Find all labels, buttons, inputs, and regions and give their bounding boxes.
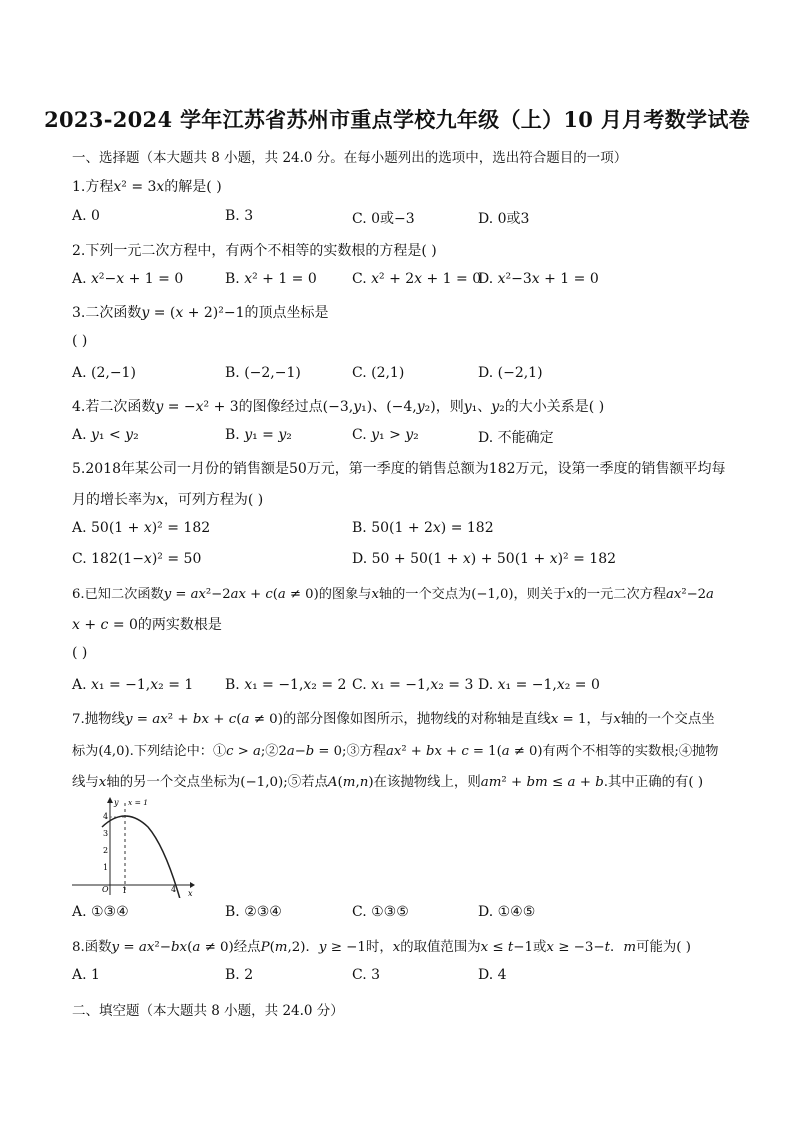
q2-option-c: C. 𝑥² + 2𝑥 + 1 = 0 [352,271,482,287]
q5-option-b: B. 50(1 + 2𝑥) = 182 [352,520,494,536]
question-7-stem-line1: 7.抛物线𝑦 = 𝑎𝑥² + 𝑏𝑥 + 𝑐(𝑎 ≠ 0)的部分图像如图所示，抛物线的对称轴是直线𝑥 = 1，与𝑥轴的一个交点坐 [72,712,715,727]
question-3-paren: ( ) [72,333,88,349]
question-6-stem-line2: 𝑥 + 𝑐 = 0的两实数根是 [72,617,222,633]
x-axis-arrow-icon [190,882,195,888]
q2-option-a: A. 𝑥²−𝑥 + 1 = 0 [72,271,184,287]
q2-option-b: B. 𝑥² + 1 = 0 [225,271,317,287]
q3-option-b: B. (−2,−1) [225,365,301,381]
q5-option-d: D. 50 + 50(1 + 𝑥) + 50(1 + 𝑥)² = 182 [352,551,617,567]
y-tick-3: 3 [103,829,109,838]
question-6-paren: ( ) [72,645,88,661]
question-3-stem: 3.二次函数𝑦 = (𝑥 + 2)²−1的顶点坐标是 [72,305,329,321]
question-7-stem-line3: 线与𝑥轴的另一个交点坐标为(−1,0);⑤若点𝐴(𝑚,𝑛)在该抛物线上，则𝑎𝑚² + 𝑏𝑚 ≤ 𝑎 + 𝑏.其中正确的有( ) [72,775,704,790]
question-4-stem: 4.若二次函数𝑦 = −𝑥² + 3的图像经过点(−3,𝑦₁)、(−4,𝑦₂)，则𝑦₁、𝑦₂的大小关系是( ) [72,399,605,415]
q8-option-b: B. 2 [225,967,254,983]
section-heading-choice: 一、选择题（本大题共 8 小题，共 24.0 分。在每小题列出的选项中，选出符合题目的一项） [72,150,628,166]
parabola-curve [102,816,180,898]
q7-option-b: B. ②③④ [225,904,282,920]
q7-option-d: D. ①④⑤ [478,904,536,920]
q1-option-d: D. 0或3 [478,211,530,227]
q6-option-c: C. 𝑥₁ = −1,𝑥₂ = 3 [352,677,474,693]
q1-option-a: A. 0 [72,208,100,224]
q4-option-b: B. 𝑦₁ = 𝑦₂ [225,427,292,443]
x-tick-4: 4 [171,885,177,894]
q4-option-a: A. 𝑦₁ < 𝑦₂ [72,427,139,443]
q6-option-d: D. 𝑥₁ = −1,𝑥₂ = 0 [478,677,600,693]
x-axis-label: x [188,889,193,898]
y-tick-1: 1 [103,863,109,872]
q6-option-b: B. 𝑥₁ = −1,𝑥₂ = 2 [225,677,347,693]
question-7-stem-line2: 标为(4,0).下列结论中：①𝑐 > 𝑎;②2𝑎−𝑏 = 0;③方程𝑎𝑥² + 𝑏𝑥 + 𝑐 = 1(𝑎 ≠ 0)有两个不相等的实数根;④抛物 [72,744,719,759]
question-2-stem: 2.下列一元二次方程中，有两个不相等的实数根的方程是( ) [72,243,437,259]
q4-option-c: C. 𝑦₁ > 𝑦₂ [352,427,419,443]
question-1-stem: 1.方程𝑥² = 3𝑥的解是( ) [72,179,222,195]
q3-option-d: D. (−2,1) [478,365,543,381]
q3-option-c: C. (2,1) [352,365,405,381]
page-title: 2023-2024 学年江苏省苏州市重点学校九年级（上）10 月月考数学试卷 [44,107,750,132]
q3-option-a: A. (2,−1) [72,365,136,381]
question-6-stem-line1: 6.已知二次函数𝑦 = 𝑎𝑥²−2𝑎𝑥 + 𝑐(𝑎 ≠ 0)的图象与𝑥轴的一个交点为(−1,0)，则关于𝑥的一元二次方程𝑎𝑥²−2𝑎 [72,587,714,602]
q8-option-c: C. 3 [352,967,381,983]
q5-option-a: A. 50(1 + 𝑥)² = 182 [72,520,211,536]
question-5-stem-line2: 月的增长率为𝑥，可列方程为( ) [72,492,264,508]
section-heading-fill-in: 二、填空题（本大题共 8 小题，共 24.0 分） [72,1003,344,1019]
y-tick-4: 4 [103,812,109,821]
question-8-stem: 8.函数𝑦 = 𝑎𝑥²−𝑏𝑥(𝑎 ≠ 0)经点𝑃(𝑚,2)．𝑦 ≥ −1时，𝑥的取值范围为𝑥 ≤ 𝑡−1或𝑥 ≥ −3−𝑡．𝑚可能为( ) [72,940,691,955]
q8-option-a: A. 1 [72,967,100,983]
q7-option-c: C. ①③⑤ [352,904,409,920]
q7-option-a: A. ①③④ [72,904,129,920]
q2-option-d: D. 𝑥²−3𝑥 + 1 = 0 [478,271,599,287]
origin-label: O [102,885,109,894]
symmetry-axis-label: x = 1 [128,798,149,807]
q5-option-c: C. 182(1−𝑥)² = 50 [72,551,202,567]
q7-parabola-graph [70,795,195,898]
q8-option-d: D. 4 [478,967,507,983]
y-axis-label: y [114,798,119,807]
y-axis-arrow-icon [107,797,113,803]
x-tick-1: 1 [122,886,128,895]
y-tick-2: 2 [103,846,109,855]
q4-option-d: D. 不能确定 [478,430,554,446]
q1-option-c: C. 0或−3 [352,211,415,227]
q6-option-a: A. 𝑥₁ = −1,𝑥₂ = 1 [72,677,194,693]
question-5-stem-line1: 5.2018年某公司一月份的销售额是50万元，第一季度的销售总额为182万元，设第一季度的销售额平均每 [72,461,726,477]
q1-option-b: B. 3 [225,208,254,224]
